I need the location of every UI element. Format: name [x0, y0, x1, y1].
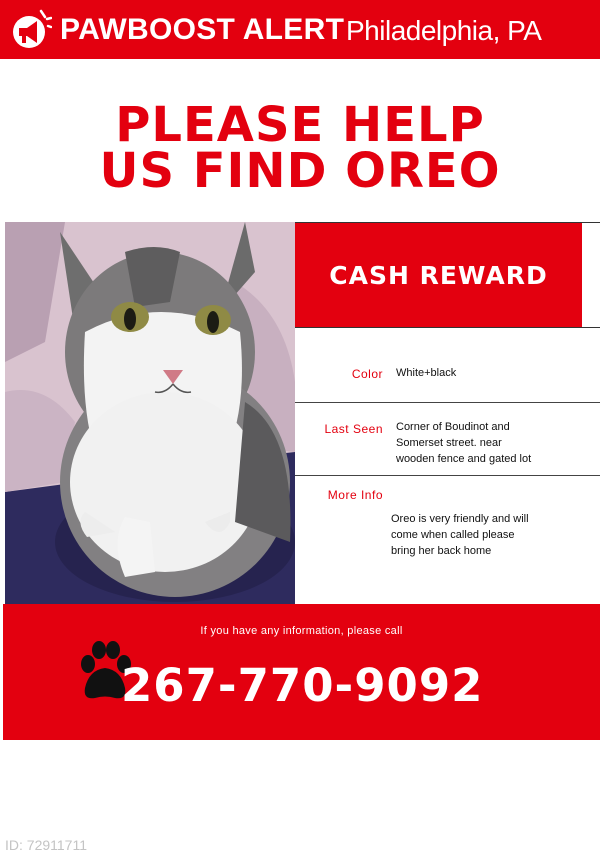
- divider-1: [295, 402, 600, 403]
- cat-photo-illustration: [5, 222, 295, 608]
- more-info-line: bring her back home: [391, 545, 492, 557]
- alert-header: [0, 0, 600, 59]
- headline-line-2: US FIND OREO: [99, 143, 501, 199]
- more-info-line: Oreo is very friendly and will: [391, 513, 529, 525]
- megaphone-icon: [8, 8, 52, 52]
- last-seen-label: Last Seen: [324, 422, 383, 436]
- divider-2: [295, 475, 600, 476]
- color-value: White+black: [396, 367, 457, 379]
- phone-number[interactable]: 267-770-9092: [121, 659, 484, 712]
- last-seen-line: Corner of Boudinot and: [396, 421, 510, 433]
- brand-name: PAWBOOST ALERT: [60, 13, 345, 46]
- last-seen-value: [396, 419, 566, 467]
- reward-label: CASH REWARD: [329, 261, 548, 290]
- alert-location: Philadelphia, PA: [346, 15, 542, 46]
- more-info-value: [391, 511, 561, 559]
- headline-line-1: PLEASE HELP: [115, 97, 485, 153]
- listing-id: ID: 72911711: [5, 837, 87, 853]
- last-seen-line: wooden fence and gated lot: [396, 453, 532, 465]
- last-seen-line: Somerset street. near: [396, 437, 502, 449]
- color-label: Color: [351, 367, 383, 381]
- contact-prompt: If you have any information, please call: [200, 625, 403, 637]
- more-info-label: More Info: [327, 488, 383, 502]
- pet-photo: [5, 222, 295, 608]
- more-info-line: come when called please: [391, 529, 515, 541]
- reward-banner: [295, 222, 600, 328]
- contact-banner: [3, 604, 600, 740]
